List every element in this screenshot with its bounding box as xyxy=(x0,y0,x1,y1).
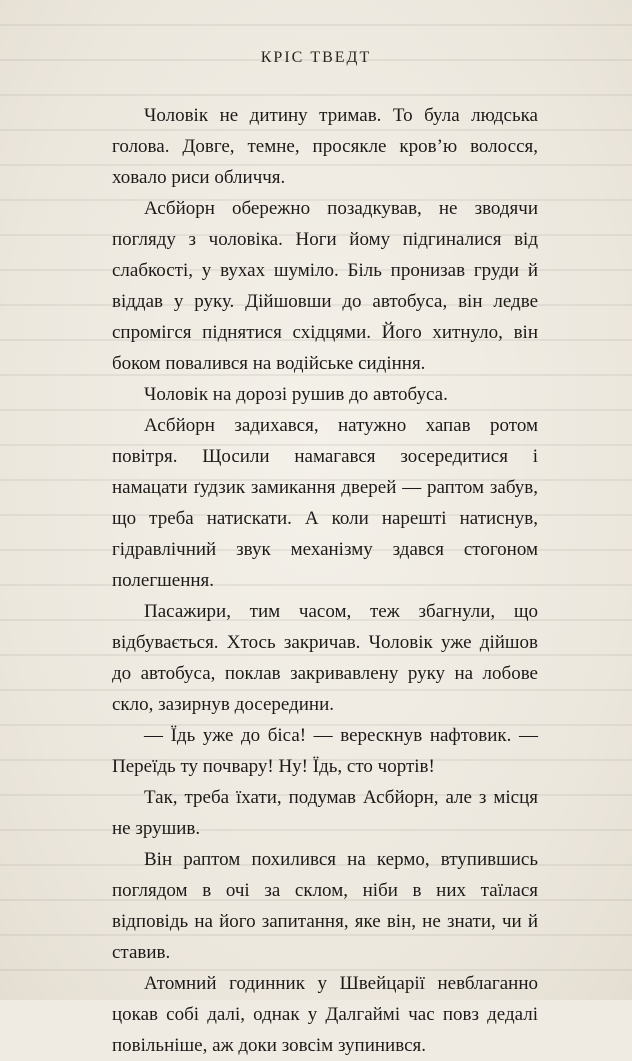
paragraph: Чоловік на дорозі рушив до автобуса. xyxy=(144,384,448,405)
paragraph: Пасажири, тим часом, теж збагнули, що відбувається. Хтось закричав. Чоловік уже дійшов до автобуса, поклав закривавлену руку на лобове скло, зазирнув досередини. xyxy=(112,601,538,715)
paragraph: Чоловік не дитину тримав. То була людська голова. Довге, темне, просякле кров’ю волосся, ховало риси обличчя. xyxy=(112,105,538,188)
body-text xyxy=(112,100,538,1061)
paragraph: Асбйорн задихався, натужно хапав ротом повітря. Щосили намагався зосередитися і намацати ґудзик замикання дверей — раптом забув, що треба натискати. А коли нарешті натиснув, гідравлічний звук механізму здався стогоном полегшення. xyxy=(112,415,538,591)
paragraph: — Їдь уже до біса! — верескнув нафтовик. — Переїдь ту почвару! Ну! Їдь, сто чортів! xyxy=(112,725,538,777)
paragraph: Асбйорн обережно позадкував, не зводячи погляду з чоловіка. Ноги йому підгиналися від слабкості, у вухах шуміло. Біль пронизав груди й віддав у руку. Дійшовши до автобуса, він ледве спромігся піднятися східцями. Його хитнуло, він боком повалився на водійське сидіння. xyxy=(112,198,538,374)
paragraph: Так, треба їхати, подумав Асбйорн, але з місця не зрушив. xyxy=(112,787,538,839)
running-head: КРІС ТВЕДТ xyxy=(260,49,372,66)
paragraph: Він раптом похилився на кермо, втупившись поглядом в очі за склом, ніби в них таїлася відповідь на його запитання, яке він, не знати, чи й ставив. xyxy=(112,849,538,963)
paragraph: Атомний годинник у Швейцарії невблаганно цокав собі далі, однак у Далгаймі час повз дедалі повільніше, аж доки зовсім зупинився. xyxy=(112,973,538,1056)
